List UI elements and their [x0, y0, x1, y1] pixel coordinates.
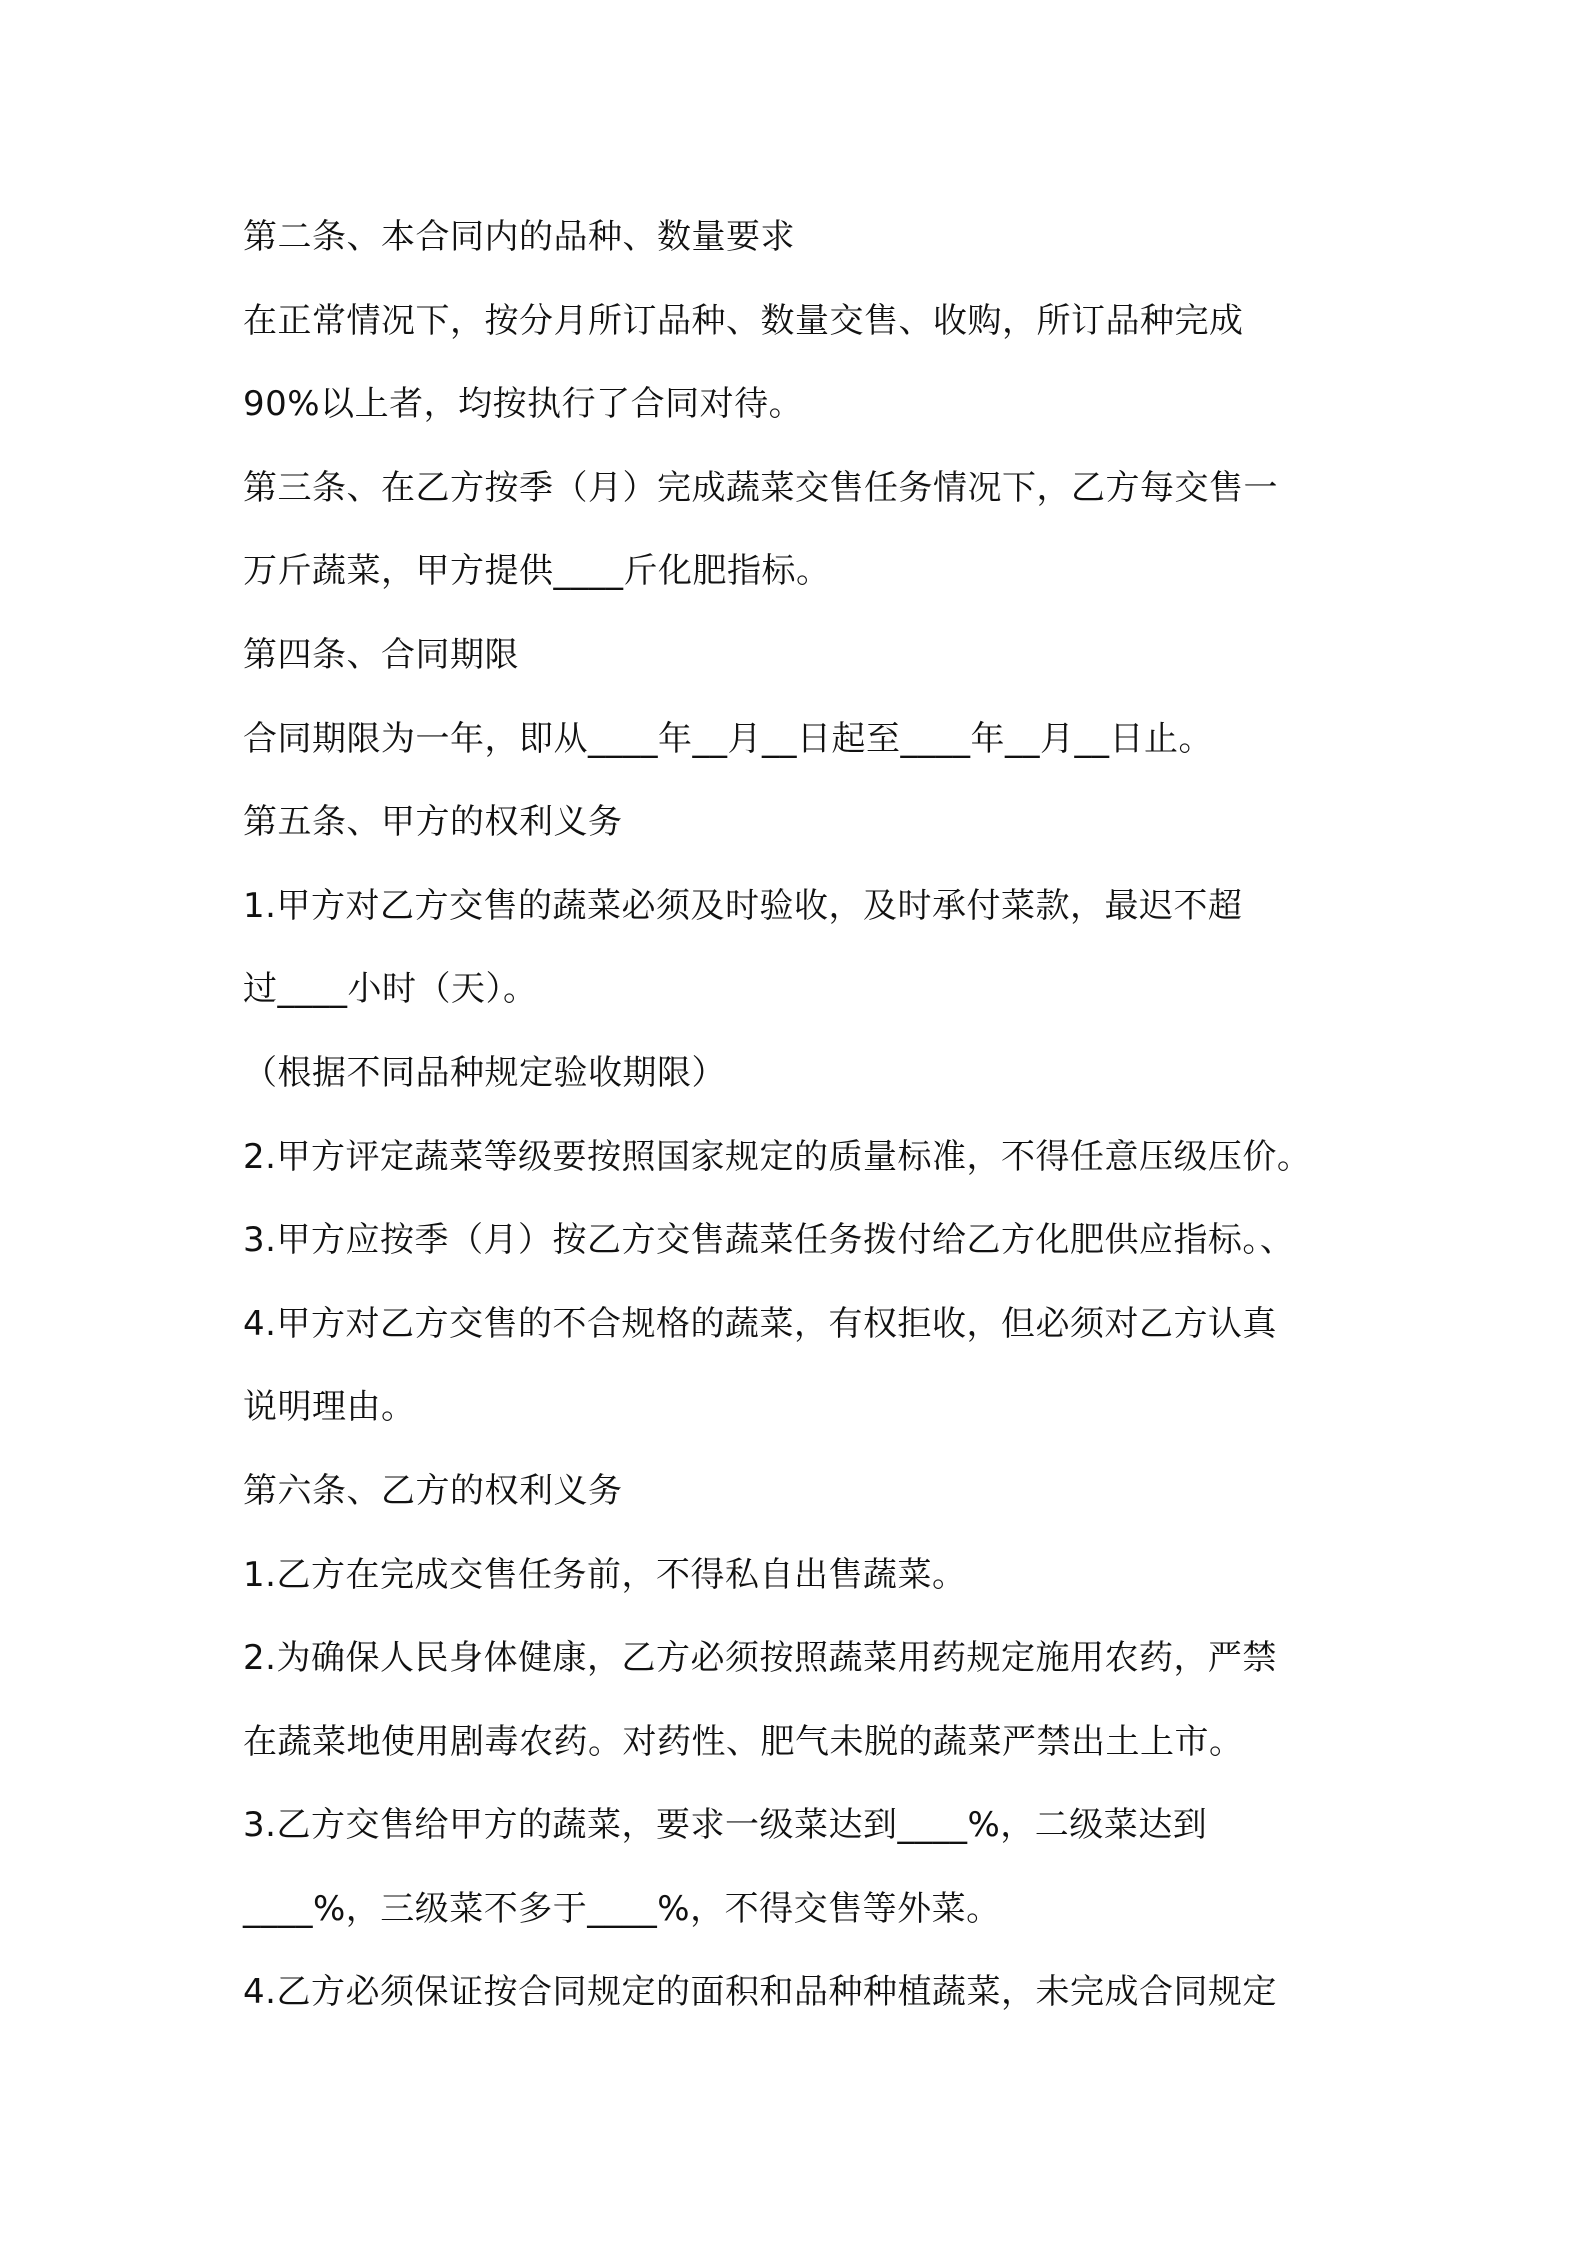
article-2-text-line: 在正常情况下，按分月所订品种、数量交售、收购，所订品种完成 — [243, 300, 1244, 341]
article-6-item-line: 3.乙方交售给甲方的蔬菜，要求一级菜达到____%，二级菜达到 — [243, 1805, 1208, 1846]
article-5-item-line: 说明理由。 — [243, 1387, 416, 1428]
article-5-note: （根据不同品种规定验收期限） — [243, 1052, 726, 1093]
article-6-item-line: 2.为确保人民身体健康，乙方必须按照蔬菜用药规定施用农药，严禁 — [243, 1638, 1277, 1679]
article-6-heading: 第六条、乙方的权利义务 — [243, 1470, 623, 1511]
article-5-item-line: 3.甲方应按季（月）按乙方交售蔬菜任务拨付给乙方化肥供应指标。、 — [243, 1220, 1295, 1261]
article-5-item-line: 1.甲方对乙方交售的蔬菜必须及时验收，及时承付菜款，最迟不超 — [243, 885, 1243, 926]
article-5-item-line: 2.甲方评定蔬菜等级要按照国家规定的质量标准，不得任意压级压价。 — [243, 1136, 1312, 1177]
article-6-item-line: ____%，三级菜不多于____%，不得交售等外菜。 — [243, 1888, 1001, 1929]
article-6-item-line: 1.乙方在完成交售任务前，不得私自出售蔬菜。 — [243, 1554, 967, 1595]
article-5-item-line: 4.甲方对乙方交售的不合规格的蔬菜，有权拒收，但必须对乙方认真 — [243, 1303, 1277, 1344]
article-5-item-line: 过____小时（天）。 — [243, 969, 538, 1010]
article-3-text-line: 第三条、在乙方按季（月）完成蔬菜交售任务情况下，乙方每交售一 — [243, 467, 1278, 508]
article-4-heading: 第四条、合同期限 — [243, 634, 519, 675]
article-2-heading: 第二条、本合同内的品种、数量要求 — [243, 217, 795, 257]
article-2-text-line: 90%以上者，均按执行了合同对待。 — [243, 384, 804, 425]
article-6-item-line: 4.乙方必须保证按合同规定的面积和品种种植蔬菜，未完成合同规定 — [243, 1972, 1277, 2013]
article-5-heading: 第五条、甲方的权利义务 — [243, 802, 623, 843]
article-6-item-line: 在蔬菜地使用剧毒农药。对药性、肥气未脱的蔬菜严禁出土上市。 — [243, 1721, 1244, 1762]
article-4-text-line: 合同期限为一年，即从____年__月__日起至____年__月__日止。 — [243, 718, 1213, 759]
contract-text — [243, 196, 1423, 2035]
article-3-text-line: 万斤蔬菜，甲方提供____斤化肥指标。 — [243, 551, 831, 592]
